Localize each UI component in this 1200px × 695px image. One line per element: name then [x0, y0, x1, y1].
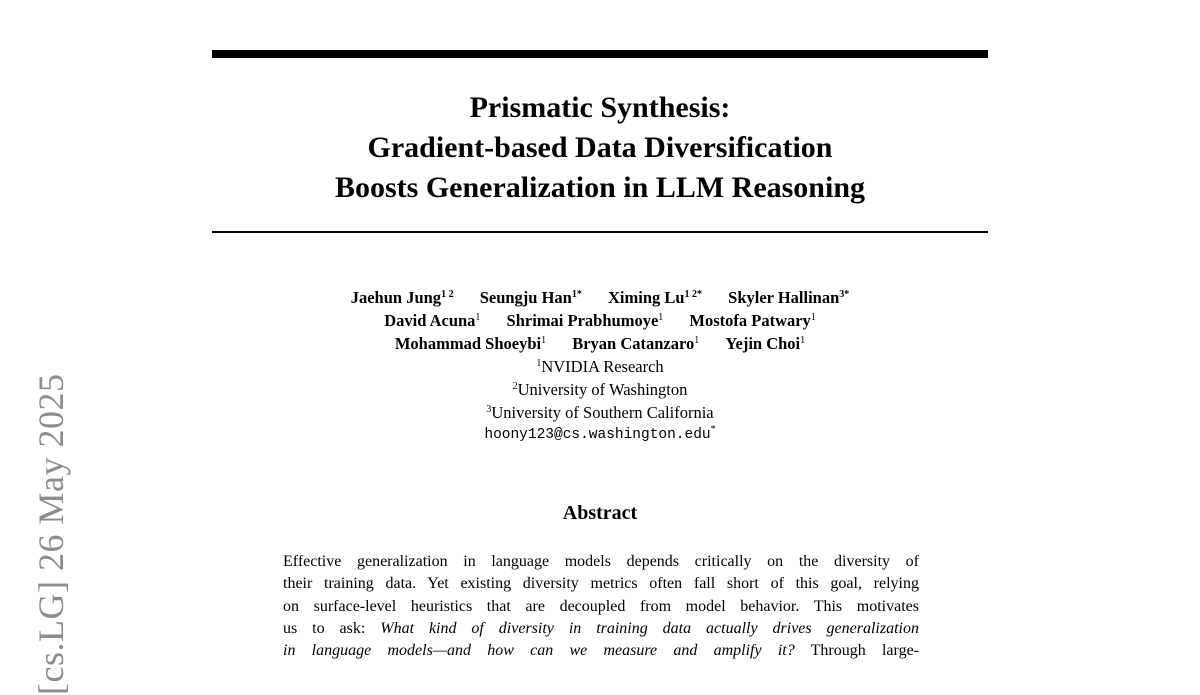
contact-email[interactable]: hoony123@cs.washington.edu* — [484, 424, 716, 443]
abstract-body — [283, 551, 919, 660]
affiliation: $^3$University of Southern California — [486, 403, 714, 422]
abstract-line: us to ask: What kind of diversity in training data actually drives generalization — [283, 619, 919, 637]
author: Seungju Han$^{1*}$ — [479, 288, 582, 307]
author: Bryan Catanzaro$^1$ — [572, 334, 700, 353]
author: Shrimai Prabhumoye$^1$ — [506, 311, 664, 330]
title-line: Prismatic Synthesis: — [469, 91, 731, 124]
author: Mohammad Shoeybi$^1$ — [394, 334, 547, 353]
title-line: Gradient-based Data Diversification — [367, 131, 833, 164]
author: Jaehun Jung$^{1 2}$ — [350, 288, 454, 307]
abstract-line: their training data. Yet existing diversity metrics often fall short of this goal, relying — [283, 575, 919, 593]
author: Yejin Choi$^1$ — [725, 334, 806, 353]
abstract-line: Effective generalization in language models depends critically on the diversity of — [283, 553, 919, 570]
paper-title — [212, 88, 988, 208]
abstract-heading: Abstract — [562, 502, 638, 524]
top-rule — [212, 50, 988, 58]
author-line — [212, 309, 988, 332]
affiliation: $^1$NVIDIA Research — [536, 357, 664, 376]
affiliation: $^2$University of Washington — [512, 380, 688, 399]
title-rule — [212, 231, 988, 233]
abstract-line: on surface-level heuristics that are decoupled from model behavior. This motivates — [283, 597, 919, 615]
author: Mostofa Patwary$^1$ — [689, 311, 816, 330]
arxiv-sidebar-stamp — [26, 295, 76, 695]
author: Ximing $Lu^{1 2*}$ — [607, 288, 703, 307]
author-line — [212, 332, 988, 355]
author-line — [212, 286, 988, 309]
author: David Acuna$^1$ — [384, 311, 481, 330]
abstract-line: in language models—and how can we measure and amplify it? Through large- — [283, 642, 919, 660]
title-line: Boosts Generalization in LLM Reasoning — [334, 171, 866, 204]
author: Skyler Hallinan$^{3*}$ — [728, 288, 850, 307]
author-block — [212, 286, 988, 447]
arxiv-stamp-text: [cs.LG] 26 May 2025 — [31, 373, 71, 695]
